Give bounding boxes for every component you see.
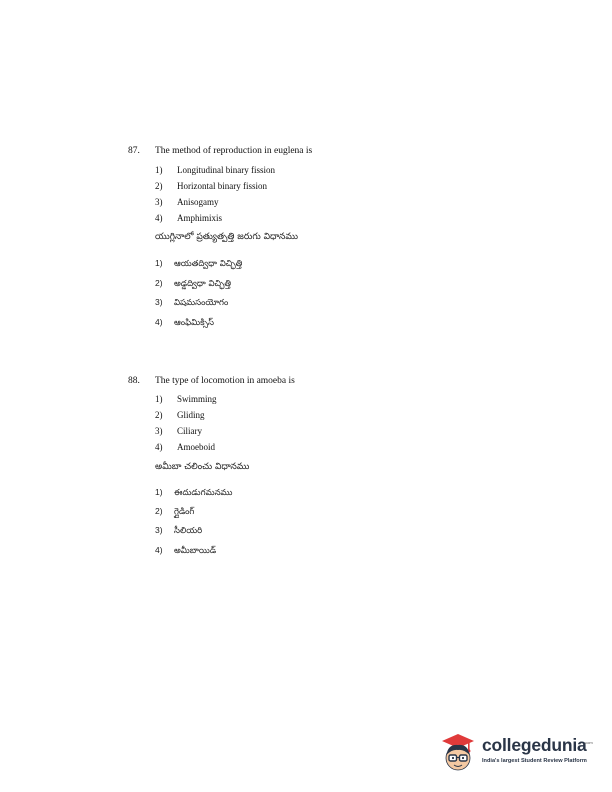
option-text: Gliding <box>177 410 205 420</box>
option-1 <box>155 165 275 175</box>
option-number: 4) <box>155 317 163 327</box>
telugu-option-4 <box>155 317 214 330</box>
question-87-stem <box>128 146 312 156</box>
option-1 <box>155 394 217 404</box>
question-number: 88. <box>128 376 140 386</box>
option-number: 3) <box>155 525 163 535</box>
question-number: 87. <box>128 146 140 156</box>
brand-name: collegedunia <box>482 735 587 755</box>
telugu-option-1 <box>155 487 232 500</box>
option-number: 1) <box>155 394 163 404</box>
brand-tagline: India's largest Student Review Platform <box>482 758 587 764</box>
telugu-option-1 <box>155 258 242 271</box>
option-number: 3) <box>155 197 163 207</box>
telugu-option-3 <box>155 297 228 310</box>
option-number: 1) <box>155 165 163 175</box>
option-number: 1) <box>155 487 163 497</box>
telugu-question-text: అమీబా చలించు విధానము <box>155 462 250 472</box>
option-number: 4) <box>155 213 163 223</box>
option-text: విషమసంయోగం <box>174 298 229 308</box>
option-text: గ్లైడింగ్ <box>174 507 195 517</box>
option-text: Amphimixis <box>177 213 223 223</box>
brand-suffix: .com <box>584 740 593 745</box>
telugu-question-text: యుగ్లినాలో ప్రత్యుత్పత్తి జరుగు విధానము <box>155 232 298 242</box>
question-text: The method of reproduction in euglena is <box>155 146 313 156</box>
option-2 <box>155 410 205 420</box>
option-number: 4) <box>155 545 163 555</box>
option-number: 2) <box>155 506 163 516</box>
option-text: Horizontal binary fission <box>177 181 267 191</box>
question-88-stem <box>128 376 295 386</box>
option-number: 2) <box>155 410 163 420</box>
question-text: The type of locomotion in amoeba is <box>155 376 295 386</box>
telugu-option-4 <box>155 545 216 558</box>
option-text: ఆంఫిమిక్సిస్ <box>174 318 214 328</box>
option-number: 1) <box>155 258 163 268</box>
option-number: 3) <box>155 426 163 436</box>
option-4 <box>155 213 222 223</box>
option-text: ఈదుడుగమనము <box>174 488 233 498</box>
option-4 <box>155 442 215 452</box>
option-number: 2) <box>155 278 163 288</box>
telugu-option-3 <box>155 525 202 538</box>
telugu-option-2 <box>155 506 194 519</box>
mascot-icon <box>436 731 480 775</box>
option-text: సీలియరి <box>174 526 203 536</box>
collegedunia-logo <box>436 731 598 775</box>
option-number: 4) <box>155 442 163 452</box>
option-text: Swimming <box>177 394 217 404</box>
option-text: అమీబాయిడ్ <box>174 546 217 556</box>
option-text: ఆయతద్విధా విచ్ఛిత్తి <box>174 259 243 269</box>
option-text: Ciliary <box>177 426 202 436</box>
option-number: 3) <box>155 297 163 307</box>
option-3 <box>155 197 219 207</box>
option-text: Anisogamy <box>177 197 219 207</box>
telugu-option-2 <box>155 278 231 291</box>
option-number: 2) <box>155 181 163 191</box>
option-3 <box>155 426 202 436</box>
option-text: Amoeboid <box>177 442 215 452</box>
option-text: అడ్డద్విధా విచ్ఛిత్తి <box>174 279 232 289</box>
option-2 <box>155 181 267 191</box>
option-text: Longitudinal binary fission <box>177 165 275 175</box>
